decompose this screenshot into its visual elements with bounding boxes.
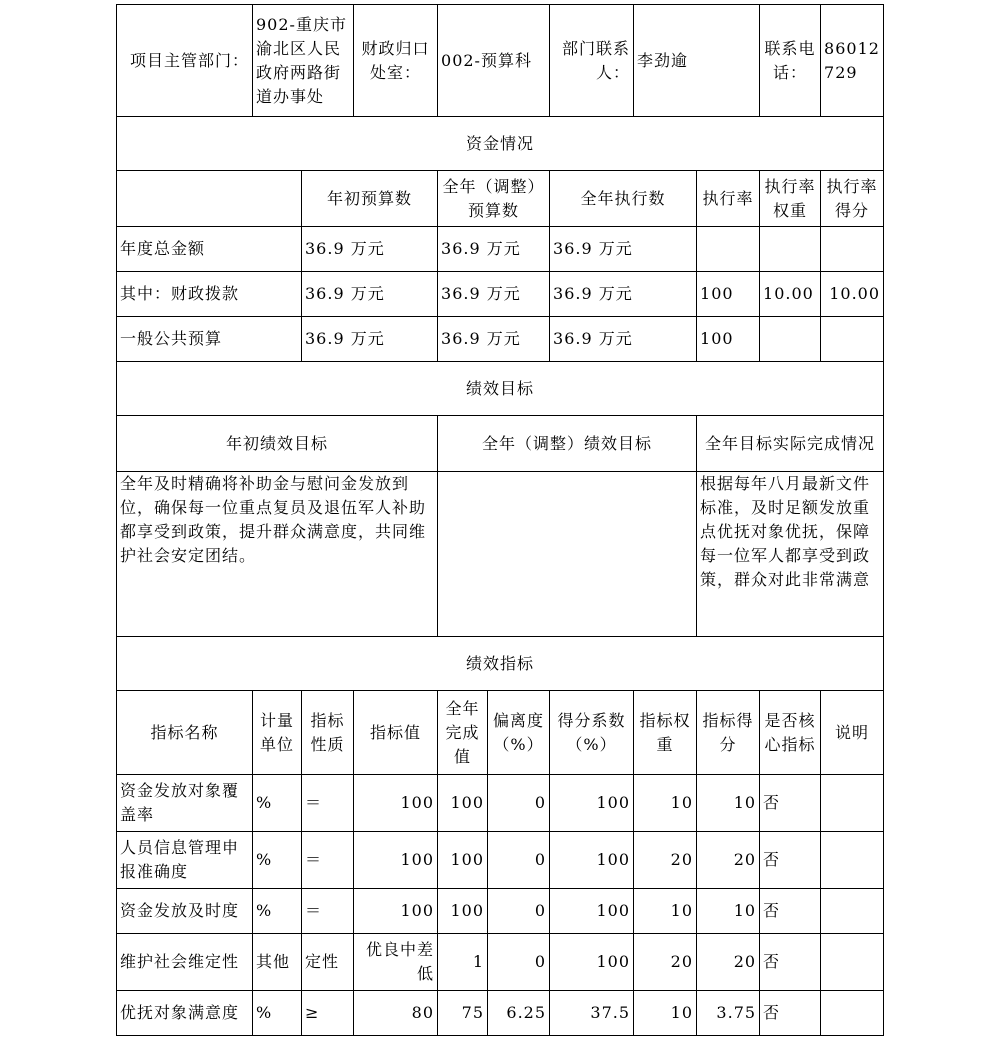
ind-nature: ＝ bbox=[302, 889, 354, 934]
ind-score: 3.75 bbox=[697, 991, 760, 1036]
ind-coef: 100 bbox=[550, 889, 634, 934]
funds-row-executed: 36.9 万元 bbox=[550, 227, 697, 272]
phone-value: 86012729 bbox=[821, 5, 884, 117]
ind-note bbox=[821, 889, 884, 934]
ind-name: 优抚对象满意度 bbox=[117, 991, 253, 1036]
ind-actual: 1 bbox=[438, 934, 488, 991]
funds-row-executed: 36.9 万元 bbox=[550, 317, 697, 362]
funds-row-initial: 36.9 万元 bbox=[302, 227, 438, 272]
funds-row-rate: 100 bbox=[697, 317, 760, 362]
ind-actual: 100 bbox=[438, 832, 488, 889]
phone-label: 联系电话： bbox=[760, 5, 821, 117]
ind-col-nature: 指标性质 bbox=[302, 691, 354, 775]
indicators-section-title: 绩效指标 bbox=[117, 637, 884, 691]
dept-label: 项目主管部门： bbox=[117, 5, 253, 117]
ind-deviation: 0 bbox=[488, 832, 550, 889]
ind-coef: 100 bbox=[550, 775, 634, 832]
ind-unit: % bbox=[253, 991, 302, 1036]
ind-core: 否 bbox=[760, 934, 821, 991]
ind-deviation: 6.25 bbox=[488, 991, 550, 1036]
dept-value: 902-重庆市渝北区人民政府两路街道办事处 bbox=[253, 5, 354, 117]
funds-header-row bbox=[117, 171, 884, 227]
funds-row-initial: 36.9 万元 bbox=[302, 317, 438, 362]
funds-col-initial: 年初预算数 bbox=[302, 171, 438, 227]
funds-col-adjusted: 全年（调整）预算数 bbox=[438, 171, 550, 227]
funds-row-label: 年度总金额 bbox=[117, 227, 302, 272]
indicator-row bbox=[117, 889, 884, 934]
funds-row-adjusted: 36.9 万元 bbox=[438, 272, 550, 317]
ind-deviation: 0 bbox=[488, 934, 550, 991]
office-value: 002-预算科 bbox=[438, 5, 550, 117]
ind-score: 20 bbox=[697, 934, 760, 991]
funds-section-title: 资金情况 bbox=[117, 117, 884, 171]
funds-row-initial: 36.9 万元 bbox=[302, 272, 438, 317]
ind-col-weight: 指标权重 bbox=[634, 691, 697, 775]
ind-unit: 其他 bbox=[253, 934, 302, 991]
ind-score: 20 bbox=[697, 832, 760, 889]
ind-unit: % bbox=[253, 775, 302, 832]
ind-score: 10 bbox=[697, 775, 760, 832]
goals-col-initial: 年初绩效目标 bbox=[117, 416, 438, 472]
funds-row-executed: 36.9 万元 bbox=[550, 272, 697, 317]
funds-row bbox=[117, 317, 884, 362]
funds-row-adjusted: 36.9 万元 bbox=[438, 317, 550, 362]
goals-adjusted-text bbox=[438, 472, 697, 637]
funds-row bbox=[117, 272, 884, 317]
ind-nature: ＝ bbox=[302, 832, 354, 889]
indicator-row bbox=[117, 775, 884, 832]
performance-form bbox=[116, 4, 883, 1036]
ind-target: 100 bbox=[354, 832, 438, 889]
ind-nature: ≥ bbox=[302, 991, 354, 1036]
funds-row-score bbox=[821, 227, 884, 272]
funds-col-weight: 执行率权重 bbox=[760, 171, 821, 227]
ind-weight: 10 bbox=[634, 991, 697, 1036]
funds-row-weight: 10.00 bbox=[760, 272, 821, 317]
indicator-row bbox=[117, 832, 884, 889]
performance-table bbox=[116, 4, 884, 1036]
funds-row-weight bbox=[760, 317, 821, 362]
contact-label: 部门联系人： bbox=[550, 5, 634, 117]
ind-weight: 20 bbox=[634, 832, 697, 889]
funds-col-rate: 执行率 bbox=[697, 171, 760, 227]
ind-target: 100 bbox=[354, 889, 438, 934]
ind-actual: 75 bbox=[438, 991, 488, 1036]
funds-corner bbox=[117, 171, 302, 227]
ind-target: 优良中差低 bbox=[354, 934, 438, 991]
ind-name: 维护社会维定性 bbox=[117, 934, 253, 991]
ind-weight: 10 bbox=[634, 889, 697, 934]
ind-core: 否 bbox=[760, 991, 821, 1036]
indicator-row bbox=[117, 991, 884, 1036]
goals-initial-text: 全年及时精确将补助金与慰问金发放到位，确保每一位重点复员及退伍军人补助都享受到政策，提升群众满意度，共同维护社会安定团结。 bbox=[117, 472, 438, 637]
ind-core: 否 bbox=[760, 832, 821, 889]
funds-row-adjusted: 36.9 万元 bbox=[438, 227, 550, 272]
ind-actual: 100 bbox=[438, 775, 488, 832]
ind-note bbox=[821, 934, 884, 991]
ind-col-deviation: 偏离度（%） bbox=[488, 691, 550, 775]
office-label: 财政归口处室： bbox=[354, 5, 438, 117]
goals-header-row bbox=[117, 416, 884, 472]
funds-row-score: 10.00 bbox=[821, 272, 884, 317]
ind-nature: 定性 bbox=[302, 934, 354, 991]
funds-col-score: 执行率得分 bbox=[821, 171, 884, 227]
goals-section-title: 绩效目标 bbox=[117, 362, 884, 416]
ind-col-target: 指标值 bbox=[354, 691, 438, 775]
ind-unit: % bbox=[253, 832, 302, 889]
ind-core: 否 bbox=[760, 775, 821, 832]
ind-col-name: 指标名称 bbox=[117, 691, 253, 775]
funds-row-label: 其中：财政拨款 bbox=[117, 272, 302, 317]
ind-actual: 100 bbox=[438, 889, 488, 934]
ind-weight: 20 bbox=[634, 934, 697, 991]
ind-unit: % bbox=[253, 889, 302, 934]
ind-deviation: 0 bbox=[488, 889, 550, 934]
funds-row bbox=[117, 227, 884, 272]
goals-col-actual: 全年目标实际完成情况 bbox=[697, 416, 884, 472]
ind-note bbox=[821, 991, 884, 1036]
contact-value: 李劲逾 bbox=[634, 5, 760, 117]
ind-coef: 37.5 bbox=[550, 991, 634, 1036]
funds-row-weight bbox=[760, 227, 821, 272]
ind-nature: ＝ bbox=[302, 775, 354, 832]
goals-actual-text: 根据每年八月最新文件标准，及时足额发放重点优抚对象优抚，保障每一位军人都享受到政策，群众对此非常满意 bbox=[697, 472, 884, 637]
header-row bbox=[117, 5, 884, 117]
ind-col-score: 指标得分 bbox=[697, 691, 760, 775]
funds-row-label: 一般公共预算 bbox=[117, 317, 302, 362]
funds-col-executed: 全年执行数 bbox=[550, 171, 697, 227]
indicators-header-row bbox=[117, 691, 884, 775]
funds-row-score bbox=[821, 317, 884, 362]
indicator-row bbox=[117, 934, 884, 991]
ind-deviation: 0 bbox=[488, 775, 550, 832]
ind-note bbox=[821, 832, 884, 889]
ind-name: 资金发放及时度 bbox=[117, 889, 253, 934]
goals-content-row bbox=[117, 472, 884, 637]
ind-weight: 10 bbox=[634, 775, 697, 832]
ind-col-coef: 得分系数（%） bbox=[550, 691, 634, 775]
ind-col-unit: 计量单位 bbox=[253, 691, 302, 775]
ind-name: 人员信息管理申报准确度 bbox=[117, 832, 253, 889]
ind-name: 资金发放对象覆盖率 bbox=[117, 775, 253, 832]
ind-coef: 100 bbox=[550, 934, 634, 991]
ind-coef: 100 bbox=[550, 832, 634, 889]
ind-target: 80 bbox=[354, 991, 438, 1036]
ind-core: 否 bbox=[760, 889, 821, 934]
funds-row-rate: 100 bbox=[697, 272, 760, 317]
ind-score: 10 bbox=[697, 889, 760, 934]
ind-col-core: 是否核心指标 bbox=[760, 691, 821, 775]
ind-col-actual: 全年完成值 bbox=[438, 691, 488, 775]
ind-target: 100 bbox=[354, 775, 438, 832]
ind-note bbox=[821, 775, 884, 832]
goals-col-adjusted: 全年（调整）绩效目标 bbox=[438, 416, 697, 472]
ind-col-note: 说明 bbox=[821, 691, 884, 775]
funds-row-rate bbox=[697, 227, 760, 272]
